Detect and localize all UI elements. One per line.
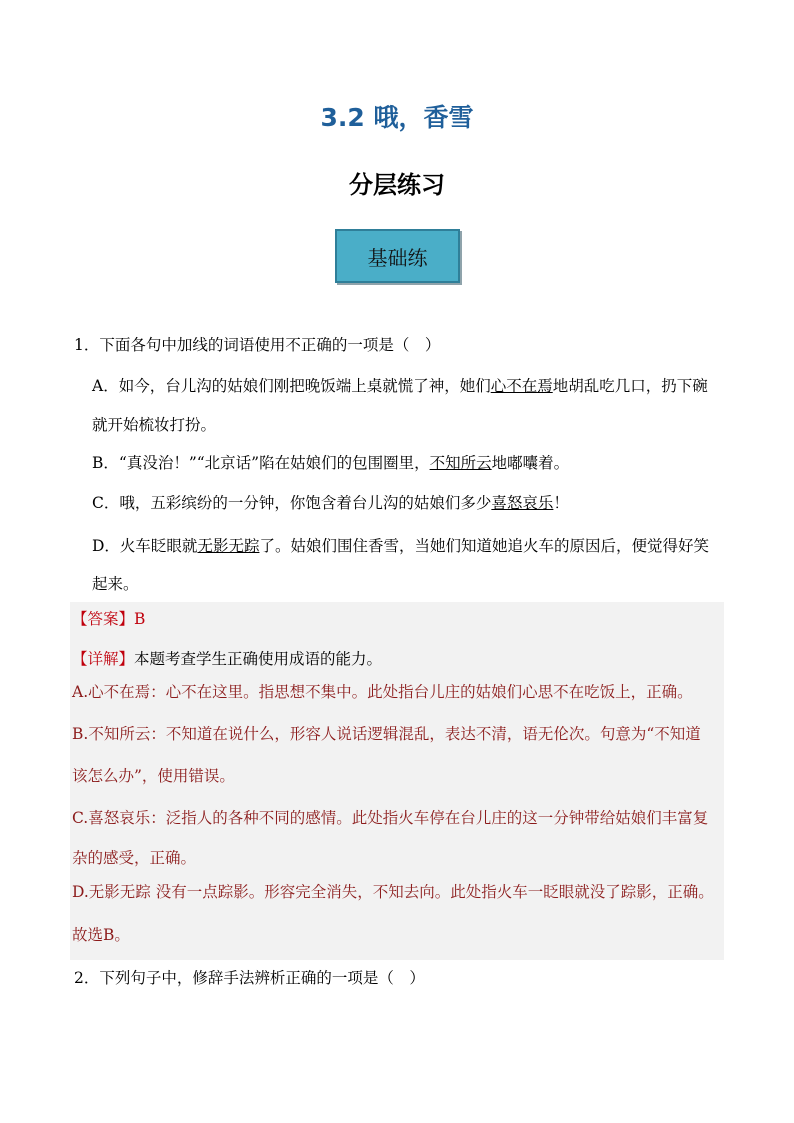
option-d-line-2: 起来。: [92, 575, 139, 593]
option-d-text: D．火车眨眼就: [92, 537, 198, 555]
option-c-text-post: ！: [553, 494, 569, 512]
option-a-underlined: 心不在焉: [490, 377, 553, 395]
option-c-text: C．哦，五彩缤纷的一分钟，你饱含着台儿沟的姑娘们多少: [92, 494, 492, 512]
level-badge: [335, 229, 460, 283]
option-a-line-2: 就开始梳妆打扮。: [92, 416, 217, 434]
explain-b-line-2: 该怎么办”，使用错误。: [72, 767, 235, 785]
answer-label: 【答案】: [72, 610, 135, 628]
option-b-underlined: 不知所云: [429, 454, 492, 472]
option-b: [92, 451, 569, 473]
detail-label: 【详解】: [72, 650, 135, 668]
option-c: [92, 491, 569, 513]
detail-line: [72, 647, 382, 669]
explain-c-line-1: C.喜怒哀乐：泛指人的各种不同的感情。此处指火车停在台儿庄的这一分钟带给姑娘们丰富复: [72, 809, 709, 827]
option-d-line-1: [92, 534, 709, 556]
option-b-text: B．“真没治！”“北京话”陷在姑娘们的包围圈里，: [92, 454, 430, 472]
section-subtitle: 分层练习: [349, 170, 445, 199]
explain-b-line-1: B.不知所云：不知道在说什么，形容人说话逻辑混乱，表达不清，语无伦次。句意为“不知道: [72, 725, 701, 743]
option-a-line-1: [92, 374, 708, 396]
page-title: 3.2 哦，香雪: [320, 103, 474, 132]
answer-line: [72, 607, 145, 629]
question-2-stem: 2．下列句子中，修辞手法辨析正确的一项是（ ）: [74, 969, 425, 987]
option-a-text-post: 地胡乱吃几口，扔下碗: [552, 377, 708, 395]
option-d-underlined: 无影无踪: [197, 537, 260, 555]
explain-a: A.心不在焉：心不在这里。指思想不集中。此处指台儿庄的姑娘们心思不在吃饭上，正确。: [72, 683, 693, 701]
detail-text: 本题考查学生正确使用成语的能力。: [134, 650, 383, 668]
conclusion: 故选B。: [72, 926, 130, 944]
level-label: 基础练: [367, 245, 428, 270]
explain-c-line-2: 杂的感受，正确。: [72, 849, 197, 867]
option-c-underlined: 喜怒哀乐: [491, 494, 554, 512]
question-1-stem: 1．下面各句中加线的词语使用不正确的一项是（ ）: [74, 336, 441, 354]
option-a-text: A．如今，台儿沟的姑娘们刚把晚饭端上桌就慌了神，她们: [92, 377, 491, 395]
option-d-text-post: 了。姑娘们围住香雪，当她们知道她追火车的原因后，便觉得好笑: [259, 537, 709, 555]
answer-value: B: [134, 610, 146, 628]
explain-d: D.无影无踪 没有一点踪影。形容完全消失，不知去向。此处指火车一眨眼就没了踪影，正确。: [72, 883, 714, 901]
option-b-text-post: 地嘟囔着。: [491, 454, 570, 472]
